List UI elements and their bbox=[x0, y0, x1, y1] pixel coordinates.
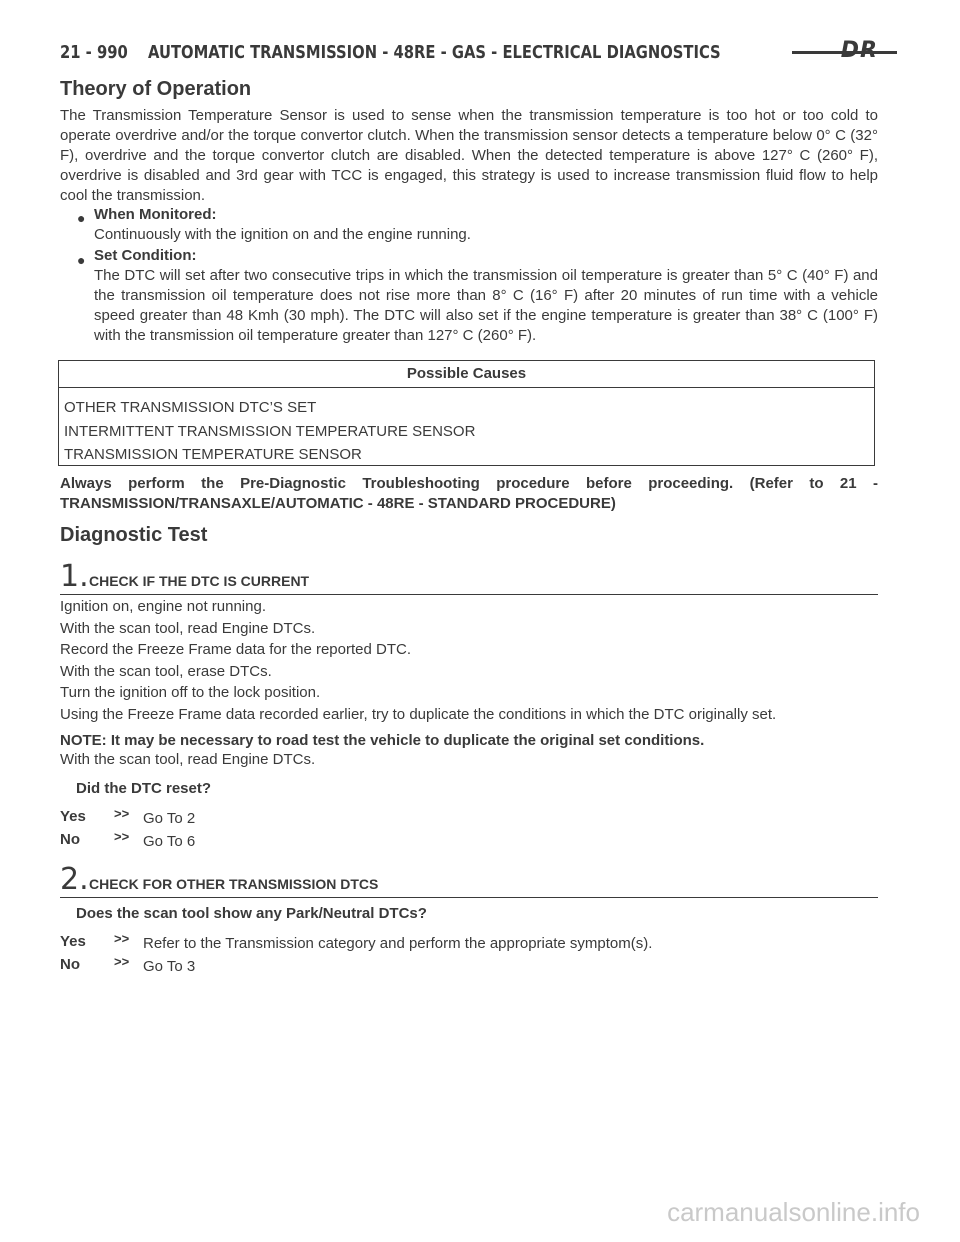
arrow-icon: >> bbox=[114, 829, 130, 844]
step-title: CHECK IF THE DTC IS CURRENT bbox=[89, 573, 310, 589]
page-header bbox=[60, 38, 878, 66]
arrow-icon: >> bbox=[114, 806, 130, 821]
arrow-icon: >> bbox=[114, 954, 130, 969]
watermark: carmanualsonline.info bbox=[667, 1197, 920, 1227]
answer-label: No bbox=[60, 831, 80, 848]
page-number: 21 - 990 bbox=[60, 41, 128, 63]
pre-diagnostic-note: Always perform the Pre-Diagnostic Troubleshooting procedure before proceeding. (Refer to 21 - TRANSMISSION/TRANSAXLE/AUTOMATIC - 48RE - STANDARD PROCEDURE) bbox=[60, 475, 878, 512]
step-number: 2. bbox=[60, 862, 89, 897]
diagnostic-test-heading: Diagnostic Test bbox=[60, 524, 208, 546]
step-2-question: Does the scan tool show any Park/Neutral DTCs? bbox=[76, 905, 427, 922]
set-condition-title: Set Condition: bbox=[94, 247, 197, 264]
arrow-icon: >> bbox=[114, 931, 130, 946]
step-1-line: With the scan tool, read Engine DTCs. bbox=[60, 751, 316, 768]
answer-text: Refer to the Transmission category and perform the appropriate symptom(s). bbox=[143, 935, 653, 952]
step-1-line: Using the Freeze Frame data recorded earlier, try to duplicate the conditions in which the DTC originally set. bbox=[60, 706, 777, 723]
set-condition-text: The DTC will set after two consecutive trips in which the transmission oil temperature is greater than 5° C (40° F) and the transmission oil temperature does not rise more than 8° C (16° F) after 20 minutes of run time with a vehicle speed greater than 48 Kmh (30 mph). The DTC will also set if the engine temperature is greater than 38° C (100° F) with the transmission oil temperature greater than 127° C (260° F). bbox=[94, 267, 878, 344]
brand-badge: DR bbox=[840, 38, 878, 63]
bullet-icon: ● bbox=[77, 252, 86, 268]
answer-text: Go To 3 bbox=[143, 958, 196, 975]
cause-item: TRANSMISSION TEMPERATURE SENSOR bbox=[64, 446, 362, 463]
step-1-note: NOTE: It may be necessary to road test the vehicle to duplicate the original set conditions. bbox=[60, 732, 705, 749]
bullet-icon: ● bbox=[77, 210, 86, 226]
step-1-line: With the scan tool, erase DTCs. bbox=[60, 663, 272, 680]
step-1-line: Record the Freeze Frame data for the reported DTC. bbox=[60, 641, 411, 658]
answer-label: No bbox=[60, 956, 80, 973]
step-title: CHECK FOR OTHER TRANSMISSION DTCS bbox=[89, 876, 379, 892]
step-1-header bbox=[60, 560, 878, 595]
theory-heading: Theory of Operation bbox=[60, 78, 252, 100]
answer-text: Go To 6 bbox=[143, 833, 196, 850]
possible-causes-heading: Possible Causes bbox=[59, 361, 874, 388]
step-1-line: With the scan tool, read Engine DTCs. bbox=[60, 620, 316, 637]
step-1-line: Ignition on, engine not running. bbox=[60, 598, 266, 615]
answer-label: Yes bbox=[60, 933, 86, 950]
possible-causes-table bbox=[58, 360, 875, 466]
answer-label: Yes bbox=[60, 808, 86, 825]
cause-item: OTHER TRANSMISSION DTC’S SET bbox=[64, 399, 317, 416]
step-number: 1. bbox=[60, 559, 89, 594]
cause-item: INTERMITTENT TRANSMISSION TEMPERATURE SENSOR bbox=[64, 423, 476, 440]
when-monitored-title: When Monitored: bbox=[94, 206, 217, 223]
answer-text: Go To 2 bbox=[143, 810, 196, 827]
step-1-question: Did the DTC reset? bbox=[76, 780, 212, 797]
step-1-line: Turn the ignition off to the lock position. bbox=[60, 684, 321, 701]
when-monitored-text: Continuously with the ignition on and the engine running. bbox=[94, 226, 471, 243]
theory-body: The Transmission Temperature Sensor is used to sense when the transmission temperature is too hot or too cold to operate overdrive and/or the torque convertor clutch. When the transmission sensor detects a temperature below 0° C (32° F), overdrive and the torque convertor clutch are disabled. When the detected temperature is above 127° C (260° F), overdrive is disabled and 3rd gear with TCC is engaged, this strategy is used to increase transmission fluid flow to help cool the transmission. bbox=[60, 107, 878, 204]
header-title: AUTOMATIC TRANSMISSION - 48RE - GAS - ELECTRICAL DIAGNOSTICS bbox=[148, 41, 721, 63]
step-2-header bbox=[60, 863, 878, 898]
